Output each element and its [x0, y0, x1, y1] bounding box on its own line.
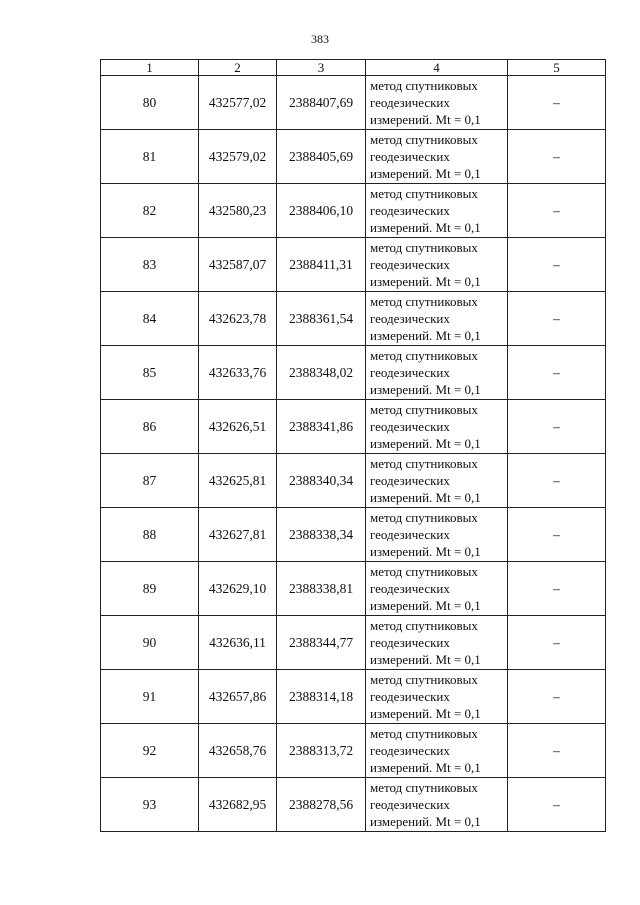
point-number: 92 [101, 724, 199, 778]
method-cell [366, 778, 508, 832]
note-dash: – [508, 76, 606, 130]
method-line: метод спутниковых [370, 780, 478, 795]
table-row [101, 346, 606, 400]
method-line: измерений. Mt = 0,1 [370, 598, 481, 613]
coordinate-y: 2388340,34 [277, 454, 366, 508]
method-line: метод спутниковых [370, 456, 478, 471]
coordinate-y: 2388344,77 [277, 616, 366, 670]
method-cell [366, 346, 508, 400]
coordinate-x: 432629,10 [199, 562, 277, 616]
note-dash: – [508, 292, 606, 346]
method-line: геодезических [370, 689, 450, 704]
note-dash: – [508, 616, 606, 670]
coordinate-x: 432682,95 [199, 778, 277, 832]
method-line: измерений. Mt = 0,1 [370, 328, 481, 343]
method-cell [366, 400, 508, 454]
point-number: 93 [101, 778, 199, 832]
method-cell [366, 508, 508, 562]
method-line: измерений. Mt = 0,1 [370, 652, 481, 667]
table-row [101, 400, 606, 454]
table-row [101, 184, 606, 238]
method-cell [366, 724, 508, 778]
point-number: 81 [101, 130, 199, 184]
coordinate-y: 2388348,02 [277, 346, 366, 400]
method-line: измерений. Mt = 0,1 [370, 814, 481, 829]
method-cell [366, 454, 508, 508]
method-cell [366, 562, 508, 616]
note-dash: – [508, 238, 606, 292]
method-line: метод спутниковых [370, 78, 478, 93]
method-line: геодезических [370, 203, 450, 218]
note-dash: – [508, 130, 606, 184]
method-cell [366, 292, 508, 346]
coordinate-x: 432577,02 [199, 76, 277, 130]
coordinate-x: 432658,76 [199, 724, 277, 778]
coordinate-y: 2388405,69 [277, 130, 366, 184]
point-number: 91 [101, 670, 199, 724]
method-line: метод спутниковых [370, 672, 478, 687]
table-row [101, 508, 606, 562]
coordinate-y: 2388406,10 [277, 184, 366, 238]
column-header-1: 1 [101, 60, 199, 76]
point-number: 88 [101, 508, 199, 562]
point-number: 87 [101, 454, 199, 508]
point-number: 86 [101, 400, 199, 454]
method-line: измерений. Mt = 0,1 [370, 274, 481, 289]
table-row [101, 778, 606, 832]
method-line: геодезических [370, 527, 450, 542]
page-number: 383 [311, 32, 329, 46]
coordinate-x: 432633,76 [199, 346, 277, 400]
coordinate-x: 432626,51 [199, 400, 277, 454]
method-line: геодезических [370, 419, 450, 434]
note-dash: – [508, 184, 606, 238]
point-number: 89 [101, 562, 199, 616]
coordinate-y: 2388314,18 [277, 670, 366, 724]
coordinate-y: 2388407,69 [277, 76, 366, 130]
coordinate-x: 432636,11 [199, 616, 277, 670]
note-dash: – [508, 670, 606, 724]
coordinate-x: 432587,07 [199, 238, 277, 292]
table-row [101, 292, 606, 346]
method-cell [366, 616, 508, 670]
point-number: 90 [101, 616, 199, 670]
point-number: 83 [101, 238, 199, 292]
note-dash: – [508, 508, 606, 562]
table-row [101, 130, 606, 184]
table-row [101, 238, 606, 292]
method-line: геодезических [370, 473, 450, 488]
column-header-3: 3 [277, 60, 366, 76]
point-number: 80 [101, 76, 199, 130]
method-cell [366, 238, 508, 292]
coordinate-y: 2388361,54 [277, 292, 366, 346]
method-line: измерений. Mt = 0,1 [370, 220, 481, 235]
method-line: измерений. Mt = 0,1 [370, 112, 481, 127]
table-body [101, 76, 606, 832]
coordinate-y: 2388313,72 [277, 724, 366, 778]
coordinate-y: 2388338,34 [277, 508, 366, 562]
coordinate-x: 432625,81 [199, 454, 277, 508]
coordinate-y: 2388278,56 [277, 778, 366, 832]
header-row [101, 60, 606, 76]
coordinate-x: 432623,78 [199, 292, 277, 346]
table-row [101, 616, 606, 670]
coordinate-x: 432579,02 [199, 130, 277, 184]
point-number: 85 [101, 346, 199, 400]
method-cell [366, 184, 508, 238]
note-dash: – [508, 778, 606, 832]
method-line: измерений. Mt = 0,1 [370, 436, 481, 451]
coordinate-x: 432580,23 [199, 184, 277, 238]
note-dash: – [508, 562, 606, 616]
method-line: геодезических [370, 635, 450, 650]
method-line: геодезических [370, 797, 450, 812]
method-line: метод спутниковых [370, 348, 478, 363]
method-line: геодезических [370, 365, 450, 380]
coordinates-table [100, 59, 606, 832]
method-line: метод спутниковых [370, 402, 478, 417]
method-line: метод спутниковых [370, 132, 478, 147]
note-dash: – [508, 400, 606, 454]
column-header-2: 2 [199, 60, 277, 76]
method-line: измерений. Mt = 0,1 [370, 706, 481, 721]
column-header-4: 4 [366, 60, 508, 76]
table-header [101, 60, 606, 76]
point-number: 84 [101, 292, 199, 346]
method-cell [366, 130, 508, 184]
table-row [101, 670, 606, 724]
method-line: метод спутниковых [370, 186, 478, 201]
coordinate-x: 432627,81 [199, 508, 277, 562]
table-row [101, 76, 606, 130]
method-line: метод спутниковых [370, 510, 478, 525]
note-dash: – [508, 724, 606, 778]
table-row [101, 454, 606, 508]
method-line: геодезических [370, 581, 450, 596]
note-dash: – [508, 346, 606, 400]
coordinate-y: 2388338,81 [277, 562, 366, 616]
method-line: геодезических [370, 95, 450, 110]
method-line: метод спутниковых [370, 726, 478, 741]
method-line: геодезических [370, 257, 450, 272]
method-line: измерений. Mt = 0,1 [370, 544, 481, 559]
method-line: метод спутниковых [370, 294, 478, 309]
coordinate-y: 2388411,31 [277, 238, 366, 292]
method-line: измерений. Mt = 0,1 [370, 760, 481, 775]
method-line: геодезических [370, 311, 450, 326]
method-line: геодезических [370, 149, 450, 164]
table-row [101, 724, 606, 778]
method-cell [366, 76, 508, 130]
method-line: измерений. Mt = 0,1 [370, 166, 481, 181]
method-line: измерений. Mt = 0,1 [370, 490, 481, 505]
note-dash: – [508, 454, 606, 508]
coordinate-y: 2388341,86 [277, 400, 366, 454]
point-number: 82 [101, 184, 199, 238]
method-cell [366, 670, 508, 724]
method-line: метод спутниковых [370, 618, 478, 633]
method-line: метод спутниковых [370, 564, 478, 579]
coordinate-x: 432657,86 [199, 670, 277, 724]
method-line: метод спутниковых [370, 240, 478, 255]
method-line: геодезических [370, 743, 450, 758]
table-row [101, 562, 606, 616]
method-line: измерений. Mt = 0,1 [370, 382, 481, 397]
column-header-5: 5 [508, 60, 606, 76]
